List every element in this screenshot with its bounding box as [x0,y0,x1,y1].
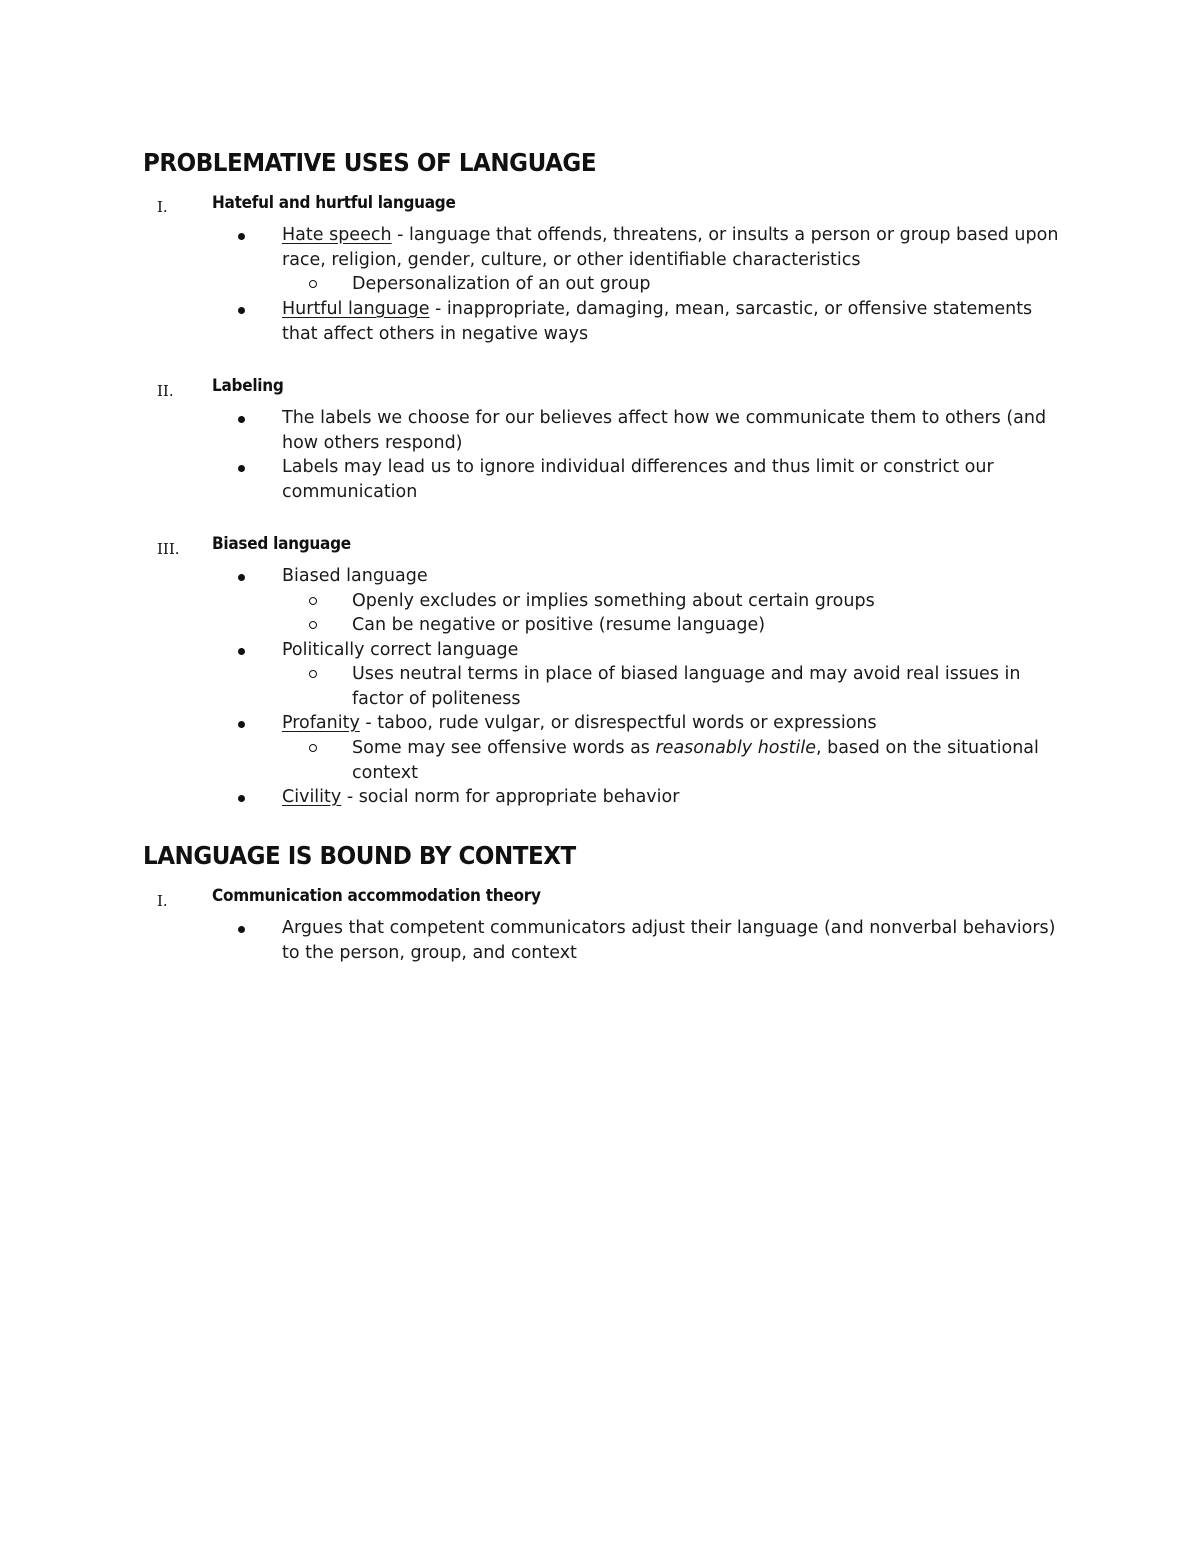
bullet-icon [238,465,245,472]
definition: - social norm for appropriate behavior [341,787,680,807]
term: Civility [282,787,342,807]
sub-list-item [352,272,1052,297]
definition: - taboo, rude vulgar, or disrespectful words or expressions [359,713,877,733]
sub-item-text: Some may see offensive words as [352,738,656,758]
item-text: Biased language [282,566,428,586]
sub-item-text: Depersonalization of an out group [352,274,651,294]
list-item [282,785,1072,810]
list-item [282,297,1072,346]
sub-item-text: , based on the situational context [352,738,1039,783]
sub-list-item [352,662,1052,711]
sub-list-item [352,736,1052,785]
bullet-icon [238,307,245,314]
sub-list-item [352,613,1052,638]
item-text: Labels may lead us to ignore individual differences and thus limit or constrict our communication [282,457,994,502]
section-title: LANGUAGE IS BOUND BY CONTEXT [143,841,576,870]
list-item [282,916,1072,965]
roman-numeral: I. [157,198,168,216]
subsection-heading: Communication accommodation theory [212,886,541,906]
list-item [282,638,1072,663]
item-text: Politically correct language [282,640,519,660]
roman-numeral: III. [157,540,180,558]
circle-bullet-icon [309,670,317,678]
list-item [282,455,1072,504]
sub-item-text: Openly excludes or implies something about certain groups [352,591,875,611]
emphasis-text: reasonably hostile [655,738,816,758]
circle-bullet-icon [309,597,317,605]
list-item [282,711,1072,736]
bullet-icon [238,795,245,802]
bullet-icon [238,926,245,933]
sub-item-text: Can be negative or positive (resume language) [352,615,766,635]
list-item [282,564,1072,589]
subsection-heading: Biased language [212,534,351,554]
circle-bullet-icon [309,744,317,752]
bullet-icon [238,416,245,423]
bullet-icon [238,233,245,240]
list-item [282,223,1072,272]
definition: - language that offends, threatens, or insults a person or group based upon race, religion, gender, culture, or other identifiable characteristics [282,225,1059,270]
term: Hate speech [282,225,392,245]
term: Profanity [282,713,360,733]
circle-bullet-icon [309,621,317,629]
subsection-heading: Labeling [212,376,284,396]
circle-bullet-icon [309,280,317,288]
sub-list-item [352,589,1052,614]
roman-numeral: I. [157,892,168,910]
term: Hurtful language [282,299,430,319]
item-text: Argues that competent communicators adjust their language (and nonverbal behaviors) to the person, group, and context [282,918,1056,963]
bullet-icon [238,574,245,581]
section-title: PROBLEMATIVE USES OF LANGUAGE [143,148,597,177]
bullet-icon [238,721,245,728]
sub-item-text: Uses neutral terms in place of biased language and may avoid real issues in factor of politeness [352,664,1021,709]
list-item [282,406,1072,455]
definition: - inappropriate, damaging, mean, sarcastic, or offensive statements that affect others in negative ways [282,299,1033,344]
roman-numeral: II. [157,382,174,400]
item-text: The labels we choose for our believes affect how we communicate them to others (and how others respond) [282,408,1047,453]
subsection-heading: Hateful and hurtful language [212,193,456,213]
bullet-icon [238,648,245,655]
